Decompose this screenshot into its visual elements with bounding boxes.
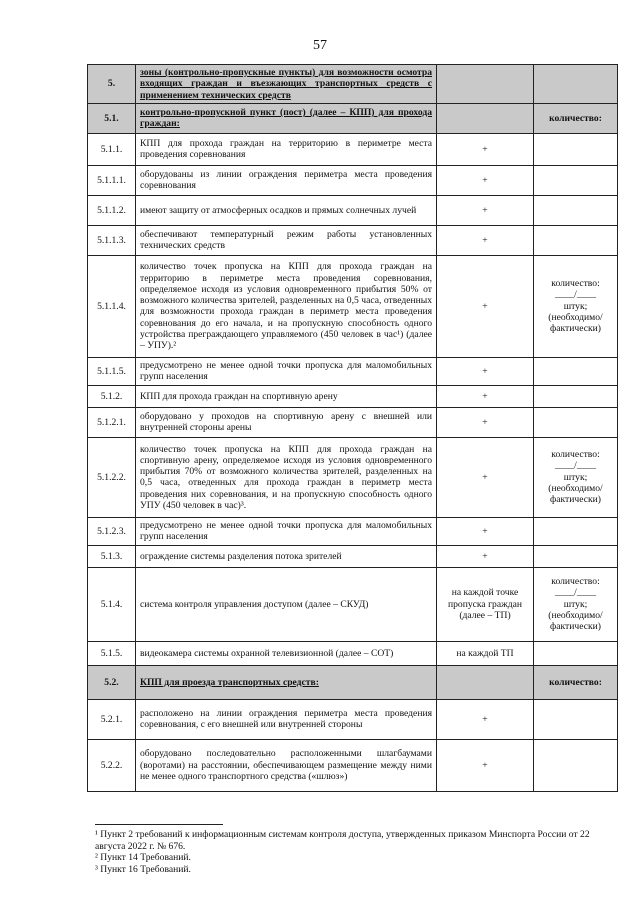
row-description: КПП для прохода граждан на спортивную арену (136, 385, 437, 407)
row-description: КПП для проезда транспортных средств: (136, 665, 437, 699)
quantity-line: ____/____ (554, 460, 597, 472)
row-mark: + (437, 385, 534, 407)
row-mark (437, 665, 534, 699)
row-mark: + (437, 357, 534, 385)
row-quantity (534, 133, 618, 165)
requirements-table (87, 64, 618, 792)
row-quantity (534, 567, 618, 641)
table-row (88, 65, 618, 104)
row-mark: на каждой точке пропуска граждан (далее – ТП) (437, 567, 534, 641)
row-mark: + (437, 195, 534, 225)
quantity-line: (необходимо/ (548, 610, 603, 622)
table-row (88, 255, 618, 357)
table-row (88, 545, 618, 567)
row-quantity (534, 225, 618, 255)
row-quantity (534, 357, 618, 385)
table-row (88, 357, 618, 385)
row-number: 5.1.2.1. (88, 407, 136, 437)
footnote-3: ³ Пункт 16 Требований. (95, 863, 191, 875)
row-mark (437, 103, 534, 133)
row-description: оборудовано последовательно расположенными шлагбаумами (воротами) на расстоянии, обеспечивающем размещение между ними не менее одного транспортного средства («шлюз») (136, 739, 437, 791)
row-number: 5.2. (88, 665, 136, 699)
row-quantity (534, 699, 618, 739)
row-quantity (534, 437, 618, 517)
row-mark: + (437, 699, 534, 739)
table-row (88, 567, 618, 641)
table-row (88, 165, 618, 195)
row-number: 5.1.1.1. (88, 165, 136, 195)
row-quantity (534, 545, 618, 567)
row-number: 5.1.1.5. (88, 357, 136, 385)
row-description: система контроля управления доступом (далее – СКУД) (136, 567, 437, 641)
row-quantity (534, 65, 618, 104)
quantity-line: количество: (549, 112, 602, 124)
quantity-line: (необходимо/ (548, 483, 603, 495)
row-description: обеспечивают температурный режим работы установленных технических средств (136, 225, 437, 255)
quantity-line: штук; (563, 471, 588, 483)
quantity-line: количество: (551, 449, 600, 461)
quantity-line: ____/____ (554, 289, 597, 301)
row-quantity (534, 103, 618, 133)
quantity-line: фактически) (550, 494, 601, 506)
footnote-divider (95, 824, 223, 825)
row-quantity (534, 517, 618, 545)
table-row (88, 517, 618, 545)
page-number: 57 (313, 38, 327, 53)
row-description: оборудованы из линии ограждения периметра места проведения соревнования (136, 165, 437, 195)
row-description: предусмотрено не менее одной точки пропуска для маломобильных групп населения (136, 357, 437, 385)
row-mark: + (437, 225, 534, 255)
row-mark: + (437, 407, 534, 437)
row-number: 5.1.1.3. (88, 225, 136, 255)
footnote-2: ² Пункт 14 Требований. (95, 852, 191, 863)
row-description: количество точек пропуска на КПП для прохода граждан на территорию в периметре места проведения соревнования, определяемое исходя из условия одновременного прибытия 50% от возможного количества зрителей, разделенных на 0,5 часа, отведенных для возможности прохода граждан в периметр места проведения соревнования до его начала, и на пропускную способность одного устройства преграждающего управляемого (450 человек в час¹) (далее – УПУ).² (136, 255, 437, 357)
row-mark: + (437, 165, 534, 195)
row-mark: + (437, 545, 534, 567)
row-number: 5.1.1.2. (88, 195, 136, 225)
row-description: КПП для прохода граждан на территорию в периметре места проведения соревнования (136, 133, 437, 165)
row-number: 5.1.2.3. (88, 517, 136, 545)
table-row (88, 195, 618, 225)
table-row (88, 641, 618, 665)
table-row (88, 699, 618, 739)
row-description: количество точек пропуска на КПП для прохода граждан на спортивную арену, определяемое исходя из условия одновременного прибытия 70% от возможного количества зрителей, разделенных на 0,5 часа, отведенных для прохода граждан в периметр места проведения них соревнования, и на пропускную способность одного УПУ (450 человек в час)³. (136, 437, 437, 517)
table-row (88, 407, 618, 437)
row-mark: + (437, 517, 534, 545)
row-quantity (534, 255, 618, 357)
row-quantity (534, 385, 618, 407)
table-row (88, 103, 618, 133)
row-mark: + (437, 133, 534, 165)
quantity-line: фактически) (550, 323, 601, 335)
row-description: контрольно-пропускной пункт (пост) (далее – КПП) для прохода граждан: (136, 103, 437, 133)
row-description: предусмотрено не менее одной точки пропуска для маломобильных групп населения (136, 517, 437, 545)
row-description: ограждение системы разделения потока зрителей (136, 545, 437, 567)
quantity-line: ____/____ (554, 587, 597, 599)
table-row (88, 225, 618, 255)
table-row (88, 739, 618, 791)
table-row (88, 665, 618, 699)
quantity-line: (необходимо/ (548, 312, 603, 324)
table-row (88, 133, 618, 165)
row-description: зоны (контрольно-пропускные пункты) для возможности осмотра входящих граждан и въезжающих транспортных средств с применением технических средств (136, 65, 437, 104)
table-row (88, 385, 618, 407)
row-number: 5.1.1.4. (88, 255, 136, 357)
quantity-line: штук; (563, 300, 588, 312)
quantity-line: количество: (549, 676, 602, 688)
row-description: имеют защиту от атмосферных осадков и прямых солнечных лучей (136, 195, 437, 225)
row-quantity (534, 407, 618, 437)
row-number: 5.1.2. (88, 385, 136, 407)
row-number: 5.1.4. (88, 567, 136, 641)
row-quantity (534, 665, 618, 699)
row-quantity (534, 739, 618, 791)
quantity-line: количество: (551, 278, 600, 290)
row-number: 5.1.5. (88, 641, 136, 665)
row-description: видеокамера системы охранной телевизионной (далее – СОТ) (136, 641, 437, 665)
row-number: 5.1.1. (88, 133, 136, 165)
row-quantity (534, 641, 618, 665)
row-number: 5.2.1. (88, 699, 136, 739)
row-description: расположено на линии ограждения периметра места проведения соревнования, с его внешней или внутренней стороны (136, 699, 437, 739)
row-number: 5.2.2. (88, 739, 136, 791)
table-row (88, 437, 618, 517)
row-number: 5. (88, 65, 136, 104)
footnotes (95, 829, 610, 875)
quantity-line: штук; (563, 598, 588, 610)
row-quantity (534, 165, 618, 195)
quantity-line: фактически) (550, 621, 601, 633)
row-mark: + (437, 437, 534, 517)
quantity-line: количество: (551, 576, 600, 588)
row-description: оборудовано у проходов на спортивную арену с внешней или внутренней стороны арены (136, 407, 437, 437)
row-number: 5.1.2.2. (88, 437, 136, 517)
row-quantity (534, 195, 618, 225)
row-number: 5.1. (88, 103, 136, 133)
row-mark: на каждой ТП (437, 641, 534, 665)
row-mark (437, 65, 534, 104)
footnote-1: ¹ Пункт 2 требований к информационным системам контроля доступа, утвержденных приказом Минспорта России от 22 августа 2022 г. № 676. (95, 829, 590, 852)
row-mark: + (437, 255, 534, 357)
row-number: 5.1.3. (88, 545, 136, 567)
row-mark: + (437, 739, 534, 791)
